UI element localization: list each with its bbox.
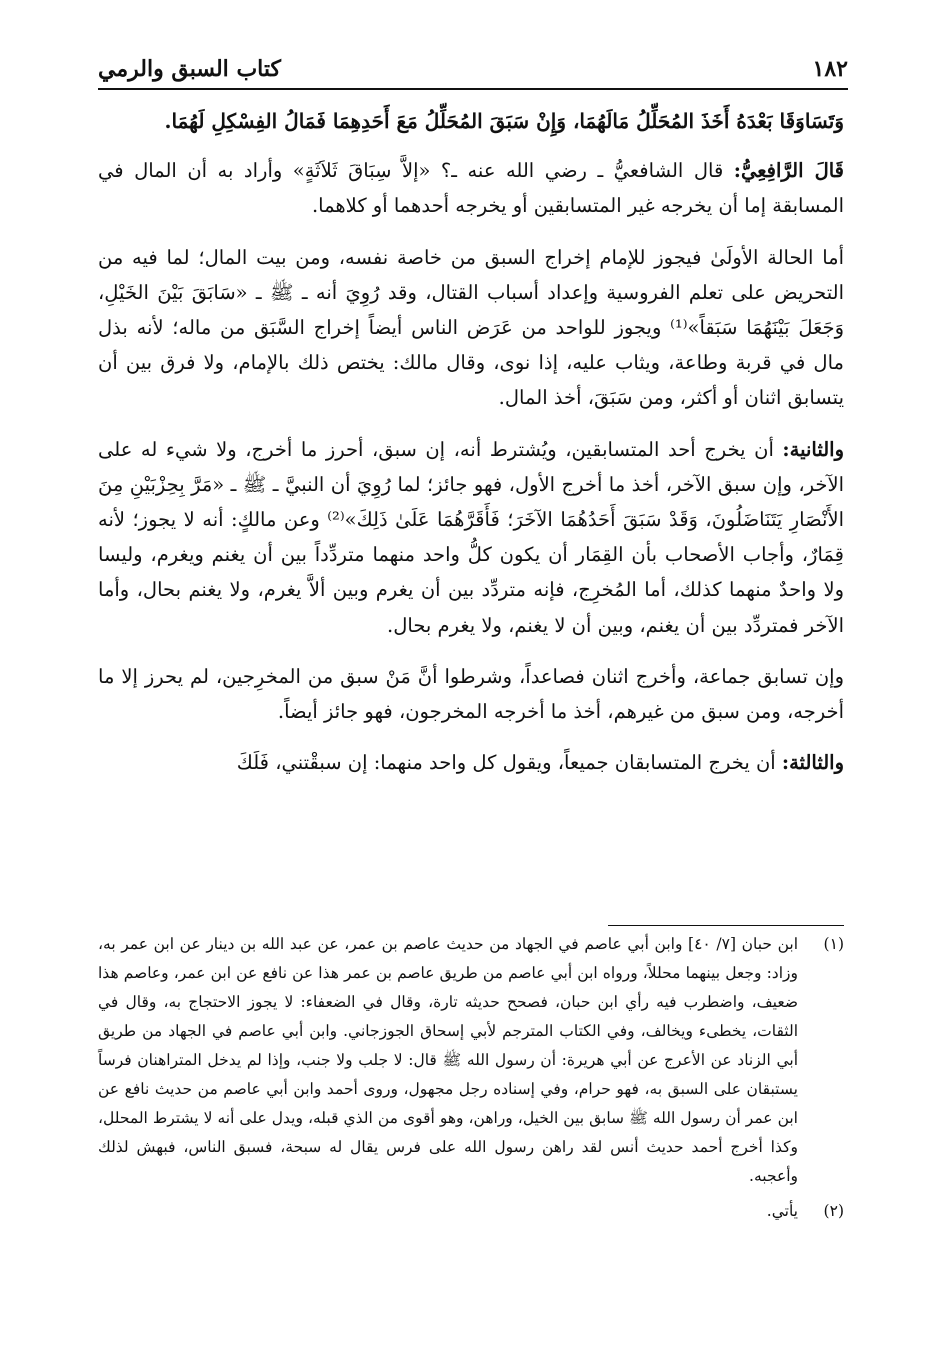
paragraph-group-race: وإن تسابق جماعة، وأخرج اثنان فصاعداً، وشرطوا أنَّ مَنْ سبق من المخرِجين، لم يحرز إلا ما أخرجه، ومن سبق من غيرهم، أخذ ما أخرجه المخرجون، فهو جائز أيضاً. (98, 664, 844, 724)
paragraph-third-case (98, 745, 844, 780)
footnote-text: ابن حبان [٧/ ٤٠] وابن أبي عاصم في الجهاد من حديث عاصم بن عمر، عن عبد الله بن دينار عن ابن عمر به، وزاد: وجعل بينهما محللاً، ورواه ابن أبي عاصم من طريق عاصم بن عمر هذا عن نافع عن ابن عمر، وعاصم هذا ضعيف، واضطرب فيه رأي ابن حبان، فصحح حديثه تارة، وقال في الضعفاء: لا يجوز الاحتجاج به، وقال في الثقات، يخطىء ويخالف، وفي الكتاب المترجم لأبي إسحاق الجوزجاني. وابن أبي عاصم في الجهاد من طريق أبي الزناد عن الأعرج عن أبي هريرة: أن رسول الله ﷺ قال: لا جلب ولا جنب، وإذا لم يدخل المتراهنان فرساً يستبقان على السبق به، فهو حرام، وفي إسناده رجل مجهول، وروى أحمد وابن أبي عاصم من حديث نافع عن ابن عمر أن رسول الله ﷺ سابق بين الخيل، وراهن، وهو أقوى من الذي قبله، ويدل على أنه لا يشترط المحلل، وكذا أخرج أحمد حديث أنس لقد راهن رسول الله على فرس يقال له سبحة، فسبق الناس، فبهش لذلك وأعجبه. (98, 935, 799, 1185)
book-title: كتاب السبق والرمي (98, 56, 281, 82)
header-divider (98, 88, 848, 90)
footnote-item (98, 1197, 844, 1226)
footnote-number: (١) (823, 935, 844, 953)
paragraph-lead: والثانية: (782, 437, 844, 461)
footnote-number: (٢) (823, 1202, 844, 1220)
paragraph-text: أن يخرج المتسابقان جميعاً، ويقول كل واحد منهما: إن سبقْتني، فَلَكَ (236, 751, 782, 775)
footnote-text: يأتي. (766, 1202, 798, 1220)
footnotes (98, 930, 844, 1226)
paragraph-text: قال الشافعيُّ ـ رضي الله عنه ـ؟ «إلاَّ سِبَاقَ ثَلاَثَةٍ» وأراد به أن المال في المسابقة إما أن يخرجه غير المتسابقين أو يخرجه أحدهما أو كلاهما. (98, 159, 844, 218)
paragraph-lead: قَالَ الرَّافِعِيُّ: (733, 159, 845, 183)
page-number: ١٨٢ (812, 56, 848, 82)
paragraph-first-case: أما الحالة الأولَىٰ فيجوز للإمام إخراج السبق من خاصة نفسه، ومن بيت المال؛ لما فيه من التحريض على تعلم الفروسية وإعداد أسباب القتال، وقد رُوِيَ أنه ـ ﷺ ـ «سَابَقَ بَيْنَ الخَيْلِ، وَجَعَلَ بَيْنَهُمَا سَبَقاً»⁽¹⁾ ويجوز للواحد من عَرَض الناس أيضاً إخراج السَّبَق من ماله؛ لأنه بذل مال في قربة وطاعة، ويثاب عليه، إذا نوى، وقال مالك: يختص ذلك بالإمام، ولا فرق بين أن يتسابق اثنان أو أكثر، ومن سَبَقَ، أخذ المال. (98, 245, 844, 410)
matn-line: وَتَسَاوَقَا بَعْدَهُ أَخَذَ المُحَلِّلُ مَالَهُمَا، وَإِنْ سَبَقَ المُحَلِّلُ مَعَ أَحَدِهِمَا فَمَالُ الفِسْكِلِ لَهُمَا. (164, 109, 844, 133)
footnote-divider (608, 925, 844, 926)
footnote-item (98, 930, 844, 1191)
paragraph-lead: والثالثة: (781, 751, 844, 775)
paragraph-second-case (98, 432, 844, 643)
paragraph-rafii (98, 153, 844, 223)
running-header (98, 38, 848, 82)
paragraph-text: أن يخرج أحد المتسابقين، ويُشترط أنه، إن سبق، أحرز ما أخرج، ولا شيء له على الآخر، وإن سبق الآخر، أخذ ما أخرج الأول، فهو جائز؛ لما رُوِيَ أن النبيَّ ـ ﷺ ـ «مَرَّ بِحِزْبَيْنِ مِنَ الأَنْصَارِ يَتَنَاضَلُونَ، وَقَدْ سَبَقَ أَحَدُهُمَا الآخَرَ؛ فَأَقَرَّهُمَا عَلَىٰ ذَلِكَ»⁽²⁾ وعن مالكٍ: أنه لا يجوز؛ لأنه قِمَارٌ، وأجاب الأصحاب بأن القِمَار أن يكون كلُّ واحد منهما متردِّداً بين أن يغنم ويغرم، وليسا ولا واحدٌ منهما كذلك، أما المُخرِج، فإنه متردِّد بين أن يغرم وبين ألاَّ يغرم، ولا يغنم بحال، وأما الآخر فمتردِّد بين أن يغنم، وبين أن لا يغنم، ولا يغرم بحال. (98, 437, 844, 637)
main-text (98, 104, 844, 796)
